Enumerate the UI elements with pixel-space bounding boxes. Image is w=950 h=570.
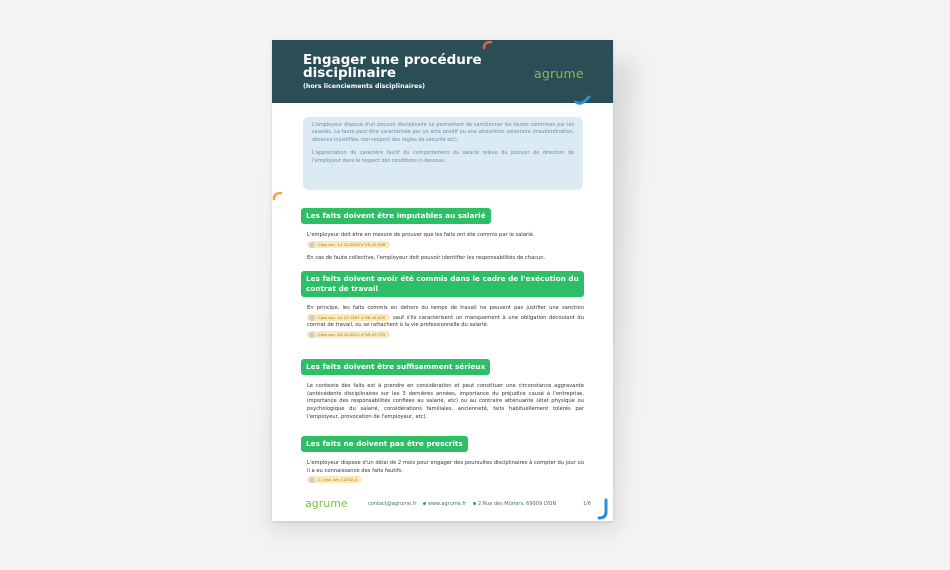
reference-icon: [309, 477, 315, 483]
footer-separator: [423, 502, 426, 505]
section-title: Les faits doivent avoir été commis dans le cadre de l'exécution du contrat de travail: [301, 271, 584, 297]
legal-reference-badge: Cass soc. 04.10.2011 n°09-43.755: [307, 331, 390, 338]
footer-website[interactable]: www.agrume.fr: [428, 501, 467, 507]
intro-box: [303, 117, 583, 190]
document-page: [272, 40, 613, 521]
section-title: Les faits doivent être imputables au salarié: [301, 208, 491, 224]
orange-arc-decoration: [272, 190, 284, 202]
section-prescription: [301, 431, 593, 485]
section-imputable: [301, 203, 593, 263]
red-arc-decoration: [482, 40, 494, 50]
footer-separator: [473, 502, 476, 505]
legal-reference-badge: Cass soc. 13.10.2016 n°15-15.558: [307, 241, 390, 248]
section-text: Le contexte des faits est à prendre en considération et peut constituer une circonstance aggravante (antécédents disciplinaires sur les 3 dernières années, importance du préjudice causé à l'entreprise, importance des responsabilités confiées au salarié, etc) ou au contraire atténuante (état physique ou psychologique du salarié, considérations familiales, ancienneté, faits habituellement tolérés par l'employeur, provocation de l'employeur, etc).: [307, 383, 584, 420]
footer-address: 2 Rue des Mûriers, 69009 LYON: [478, 501, 557, 507]
section-text: L'employeur doit être en mesure de prouver que les faits ont été commis par le salarié. Cass soc. 13.10.2016 n°15-15.558: [307, 232, 535, 247]
intro-paragraph-2: L'appréciation du caractère fautif du comportement du salarié relève du pouvoir de direction de l'employeur dans le respect des conditions ci-dessous.: [312, 150, 574, 164]
legal-reference-badge: Cass soc. 10.12.1997 n°96-45.020: [307, 314, 390, 321]
page-number: 1/6: [583, 501, 592, 507]
document-footer: [272, 496, 613, 521]
reference-icon: [309, 242, 315, 248]
section-execution-contrat: [301, 271, 593, 340]
footer-email[interactable]: contact@agrume.fr: [368, 501, 417, 507]
document-subtitle: (hors licenciements disciplinaires): [303, 83, 425, 90]
legal-reference-badge: C. trav. art. L1332-4: [307, 476, 362, 483]
section-title: Les faits ne doivent pas être prescrits: [301, 436, 468, 452]
section-serieux: [301, 354, 593, 422]
reference-icon: [309, 332, 315, 338]
section-text: L'employeur dispose d'un délai de 2 mois pour engager des poursuites disciplinaires à compter du jour où il a eu connaissance des faits fautifs. C. trav. art. L1332-4: [307, 460, 584, 483]
footer-brand-logo: agrume: [305, 497, 348, 510]
brand-logo: agrume: [534, 66, 584, 81]
section-title: Les faits doivent être suffisamment sérieux: [301, 359, 490, 375]
document-header: [272, 40, 613, 103]
reference-icon: [309, 315, 315, 321]
section-text: En cas de faute collective, l'employeur doit pouvoir identifier les responsabilités de chacun.: [307, 255, 546, 262]
intro-paragraph-1: L'employeur dispose d'un pouvoir disciplinaire lui permettant de sanctionner les fautes commises par les salariés. La faute peut être caractérisée par un acte positif ou une abstention volontaire (insubordination, absence injustifiée, non-respect des règles de sécurité etc).: [312, 122, 574, 143]
blue-arc-decoration: [573, 92, 593, 108]
section-text: En principe, les faits commis en dehors du temps de travail ne peuvent pas justifier une sanction Cass soc. 10.12.1997 n°96-45.020 sauf s'ils caractérisent un manquement à une obligation découlant du contrat de travail, ou se rattachent à la vie professionnelle du salarié. Cass soc. 04.10.2011 n°09-43.755: [307, 305, 585, 338]
document-title: Engager une procédure disciplinaire: [303, 52, 482, 81]
